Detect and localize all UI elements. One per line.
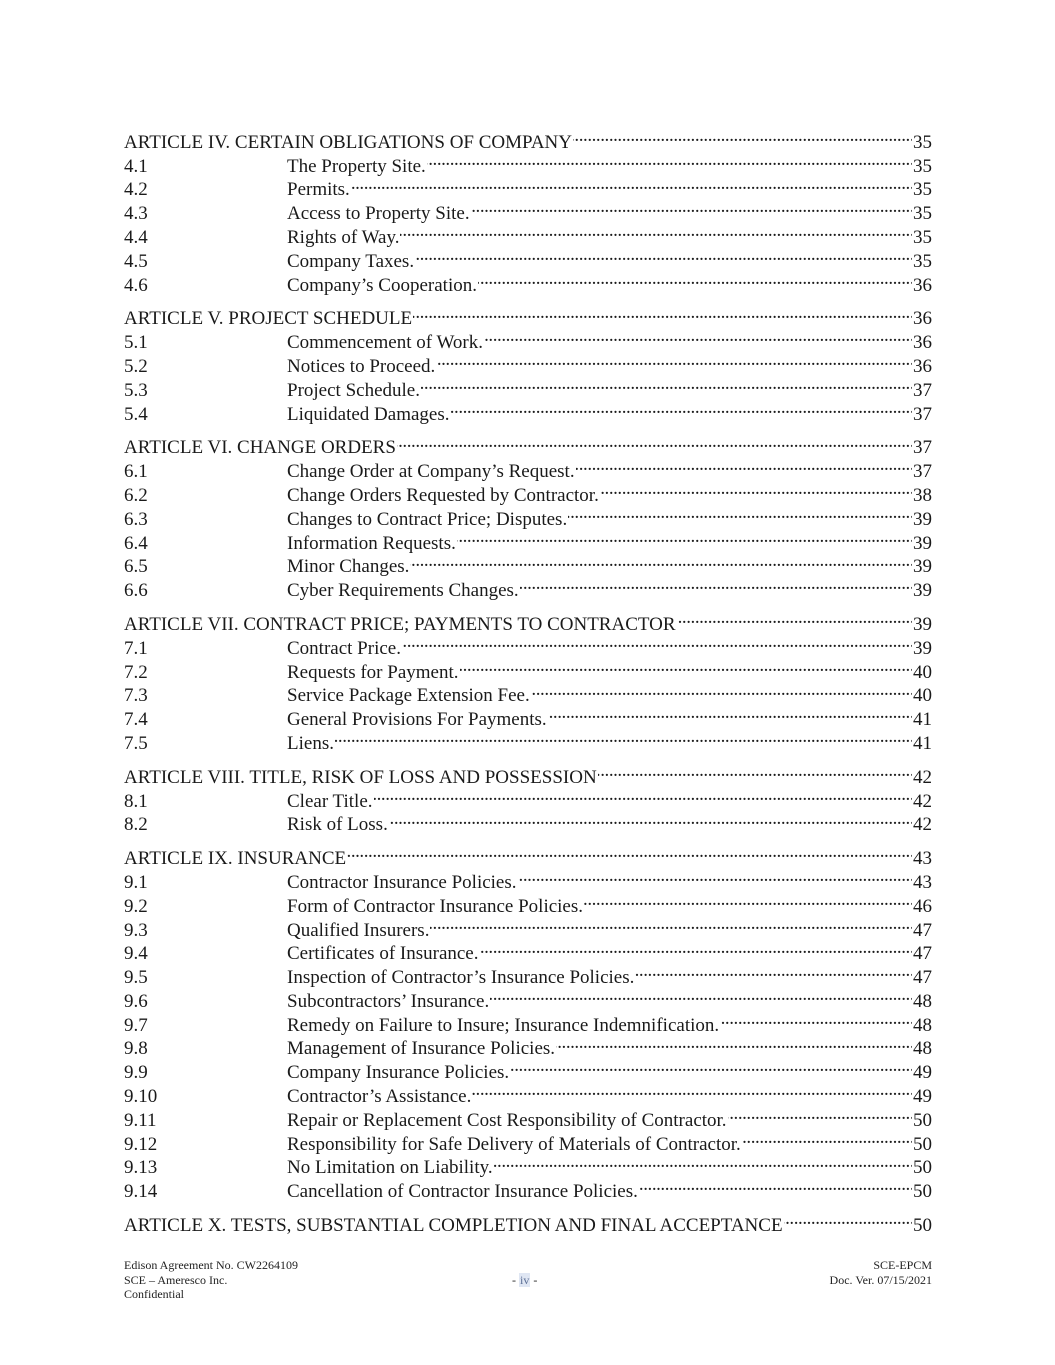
page-ref: 49	[913, 1062, 932, 1084]
section-number: 8.2	[124, 814, 148, 836]
dot-leader	[600, 477, 912, 501]
section-number: 9.1	[124, 871, 148, 893]
entry-title: General Provisions For Payments.	[287, 709, 547, 731]
page-ref: 41	[913, 732, 932, 754]
dot-leader	[490, 983, 912, 1007]
entry-title: Repair or Replacement Cost Responsibility of Contractor.	[287, 1109, 727, 1131]
entry-title: The Property Site.	[287, 155, 426, 177]
entry-title: ARTICLE VII. CONTRACT PRICE; PAYMENTS TO CONTRACTOR	[124, 613, 676, 635]
section-number: 9.9	[124, 1062, 148, 1084]
section-number: 9.10	[124, 1086, 158, 1108]
toc-article-entry[interactable]	[124, 606, 932, 635]
page-ref: 35	[913, 131, 932, 153]
entry-title: Commencement of Work.	[287, 332, 483, 354]
dot-leader	[335, 725, 912, 749]
page-ref: 39	[913, 556, 932, 578]
section-number: 6.1	[124, 461, 148, 483]
entry-title: Contract Price.	[287, 637, 401, 659]
entry-title: Change Order at Company’s Request.	[287, 461, 575, 483]
section-number: 7.1	[124, 637, 148, 659]
page-ref: 50	[913, 1157, 932, 1179]
page-ref: 43	[913, 871, 932, 893]
page-ref: 47	[913, 967, 932, 989]
section-number: 6.6	[124, 580, 148, 602]
dot-leader	[728, 1102, 912, 1126]
party-names: SCE – Ameresco Inc.	[124, 1272, 228, 1287]
page-ref: 35	[913, 179, 932, 201]
page-ref: 40	[913, 685, 932, 707]
dot-leader	[510, 1054, 912, 1078]
page-ref: 37	[913, 461, 932, 483]
entry-title: Risk of Loss.	[287, 814, 388, 836]
section-number: 9.11	[124, 1109, 157, 1131]
section-number: 4.6	[124, 274, 148, 296]
page-ref: 37	[913, 379, 932, 401]
page-ref: 35	[913, 226, 932, 248]
entry-title: Subcontractors’ Insurance.	[287, 990, 490, 1012]
section-number: 5.2	[124, 355, 148, 377]
dot-leader	[639, 1173, 912, 1197]
page-ref: 42	[913, 790, 932, 812]
dot-leader	[556, 1031, 912, 1055]
entry-title: ARTICLE VIII. TITLE, RISK OF LOSS AND POSSESSION	[124, 766, 597, 788]
section-number: 9.14	[124, 1181, 158, 1203]
section-number: 6.5	[124, 556, 148, 578]
page-ref: 50	[913, 1215, 932, 1237]
confidential-label: Confidential	[124, 1287, 184, 1301]
dot-leader	[518, 864, 912, 888]
page-ref: 38	[913, 484, 932, 506]
entry-title: Qualified Insurers.	[287, 919, 430, 941]
dot-leader	[402, 630, 912, 654]
dot-leader	[484, 324, 912, 348]
entry-title: Minor Changes.	[287, 556, 410, 578]
entry-title: Certificates of Insurance.	[287, 943, 479, 965]
section-number: 4.1	[124, 155, 148, 177]
page-ref: 39	[913, 532, 932, 554]
doc-version: Doc. Ver. 07/15/2021	[829, 1272, 932, 1287]
toc-article-entry[interactable]	[124, 430, 932, 459]
page-ref: 36	[913, 308, 932, 330]
section-number: 7.4	[124, 709, 148, 731]
entry-title: Change Orders Requested by Contractor.	[287, 484, 599, 506]
section-number: 6.3	[124, 508, 148, 530]
dot-leader	[397, 430, 912, 454]
page-ref: 48	[913, 990, 932, 1012]
dot-leader	[415, 243, 912, 267]
dot-leader	[460, 654, 912, 678]
toc-article-entry[interactable]	[124, 759, 932, 788]
entry-title: Inspection of Contractor’s Insurance Policies.	[287, 967, 635, 989]
page-ref: 43	[913, 848, 932, 870]
dot-leader	[573, 124, 912, 148]
footer-left	[124, 1258, 298, 1302]
entry-title: Company’s Cooperation.	[287, 274, 477, 296]
page-ref: 50	[913, 1109, 932, 1131]
page-ref: 48	[913, 1038, 932, 1060]
entry-title: Rights of Way.	[287, 226, 400, 248]
section-number: 9.6	[124, 990, 148, 1012]
dot-leader	[374, 783, 912, 807]
entry-title: ARTICLE IX. INSURANCE	[124, 848, 347, 870]
page-ref: 42	[913, 814, 932, 836]
page-ref: 36	[913, 355, 932, 377]
dot-leader	[451, 396, 912, 420]
entry-title: Remedy on Failure to Insure; Insurance Indemnification.	[287, 1014, 720, 1036]
section-number: 9.2	[124, 895, 148, 917]
section-number: 9.5	[124, 967, 148, 989]
entry-title: Requests for Payment.	[287, 661, 459, 683]
dot-leader	[568, 501, 912, 525]
page-ref: 49	[913, 1086, 932, 1108]
entry-title: Company Insurance Policies.	[287, 1062, 510, 1084]
section-number: 6.2	[124, 484, 148, 506]
dot-leader	[472, 1078, 912, 1102]
section-number: 5.4	[124, 403, 148, 425]
toc-article-entry[interactable]	[124, 1207, 932, 1237]
section-number: 4.4	[124, 226, 148, 248]
dot-leader	[635, 959, 912, 983]
page-ref: 47	[913, 919, 932, 941]
entry-title: Service Package Extension Fee.	[287, 685, 530, 707]
section-number: 5.3	[124, 379, 148, 401]
entry-title: Liens.	[287, 732, 334, 754]
entry-title: Permits.	[287, 179, 350, 201]
page-number-value: iv	[520, 1272, 530, 1287]
dot-leader	[457, 525, 912, 549]
section-number: 8.1	[124, 790, 148, 812]
dot-leader	[430, 912, 912, 936]
entry-title: Notices to Proceed.	[287, 355, 436, 377]
entry-title: Management of Insurance Policies.	[287, 1038, 556, 1060]
page-ref: 48	[913, 1014, 932, 1036]
toc-article-entry[interactable]	[124, 840, 932, 870]
dot-leader	[389, 807, 912, 831]
table-of-contents	[124, 124, 932, 1237]
entry-title: Contractor’s Assistance.	[287, 1086, 472, 1108]
section-number: 9.8	[124, 1038, 148, 1060]
entry-title: ARTICLE VI. CHANGE ORDERS	[124, 437, 396, 459]
entry-title: ARTICLE V. PROJECT SCHEDULE	[124, 308, 413, 330]
entry-title: Changes to Contract Price; Disputes.	[287, 508, 568, 530]
entry-title: Project Schedule.	[287, 379, 420, 401]
entry-title: Cancellation of Contractor Insurance Policies.	[287, 1181, 638, 1203]
entry-title: Cyber Requirements Changes.	[287, 580, 519, 602]
dot-leader	[598, 759, 912, 783]
dot-leader	[471, 195, 912, 219]
page-ref: 50	[913, 1181, 932, 1203]
dot-leader	[400, 219, 912, 243]
dot-leader	[677, 606, 912, 630]
entry-title: Responsibility for Safe Delivery of Materials of Contractor.	[287, 1133, 741, 1155]
toc-article-entry[interactable]	[124, 124, 932, 153]
page-ref: 47	[913, 943, 932, 965]
entry-title: No Limitation on Liability.	[287, 1157, 493, 1179]
dot-leader	[494, 1150, 912, 1174]
page-ref: 35	[913, 203, 932, 225]
dot-leader	[742, 1126, 912, 1150]
page-ref: 36	[913, 332, 932, 354]
entry-title: ARTICLE X. TESTS, SUBSTANTIAL COMPLETION AND FINAL ACCEPTANCE	[124, 1215, 783, 1237]
section-number: 7.2	[124, 661, 148, 683]
doc-code: SCE-EPCM	[873, 1258, 932, 1272]
dot-leader	[480, 936, 913, 960]
page-ref: 37	[913, 403, 932, 425]
page-ref: 39	[913, 613, 932, 635]
toc-article-entry[interactable]	[124, 301, 932, 330]
section-number: 5.1	[124, 332, 148, 354]
page-ref: 35	[913, 250, 932, 272]
dot-leader	[520, 572, 912, 596]
footer-right	[830, 1258, 932, 1287]
section-number: 7.5	[124, 732, 148, 754]
dot-leader	[410, 549, 912, 573]
dot-leader	[784, 1207, 912, 1231]
page-ref: 36	[913, 274, 932, 296]
dot-leader	[413, 301, 912, 325]
dot-leader	[478, 267, 912, 291]
section-number: 9.3	[124, 919, 148, 941]
section-number: 9.12	[124, 1133, 158, 1155]
dot-leader	[347, 840, 912, 864]
page-ref: 37	[913, 437, 932, 459]
dot-leader	[351, 172, 912, 196]
dot-leader	[427, 148, 912, 172]
entry-title: ARTICLE IV. CERTAIN OBLIGATIONS OF COMPANY	[124, 131, 573, 153]
section-number: 4.5	[124, 250, 148, 272]
section-number: 6.4	[124, 532, 148, 554]
entry-title: Form of Contractor Insurance Policies.	[287, 895, 584, 917]
page-ref: 39	[913, 637, 932, 659]
section-number: 9.7	[124, 1014, 148, 1036]
page-ref: 41	[913, 709, 932, 731]
dot-leader	[421, 372, 912, 396]
entry-title: Contractor Insurance Policies.	[287, 871, 517, 893]
section-number: 4.3	[124, 203, 148, 225]
page-ref: 50	[913, 1133, 932, 1155]
dot-leader	[436, 348, 912, 372]
entry-title: Liquidated Damages.	[287, 403, 450, 425]
entry-title: Information Requests.	[287, 532, 456, 554]
agreement-number: Edison Agreement No. CW2264109	[124, 1258, 298, 1272]
page-ref: 46	[913, 895, 932, 917]
page-ref: 39	[913, 580, 932, 602]
entry-title: Access to Property Site.	[287, 203, 470, 225]
section-number: 9.13	[124, 1157, 158, 1179]
page-ref: 42	[913, 766, 932, 788]
dot-leader	[584, 888, 912, 912]
section-number: 9.4	[124, 943, 148, 965]
section-number: 7.3	[124, 685, 148, 707]
entry-title: Clear Title.	[287, 790, 373, 812]
page-ref: 40	[913, 661, 932, 683]
dot-leader	[531, 678, 912, 702]
page-number: - iv -	[512, 1272, 538, 1287]
section-number: 4.2	[124, 179, 148, 201]
entry-title: Company Taxes.	[287, 250, 415, 272]
page-ref: 39	[913, 508, 932, 530]
dot-leader	[548, 701, 912, 725]
dot-leader	[576, 453, 912, 477]
page-ref: 35	[913, 155, 932, 177]
dot-leader	[720, 1007, 912, 1031]
